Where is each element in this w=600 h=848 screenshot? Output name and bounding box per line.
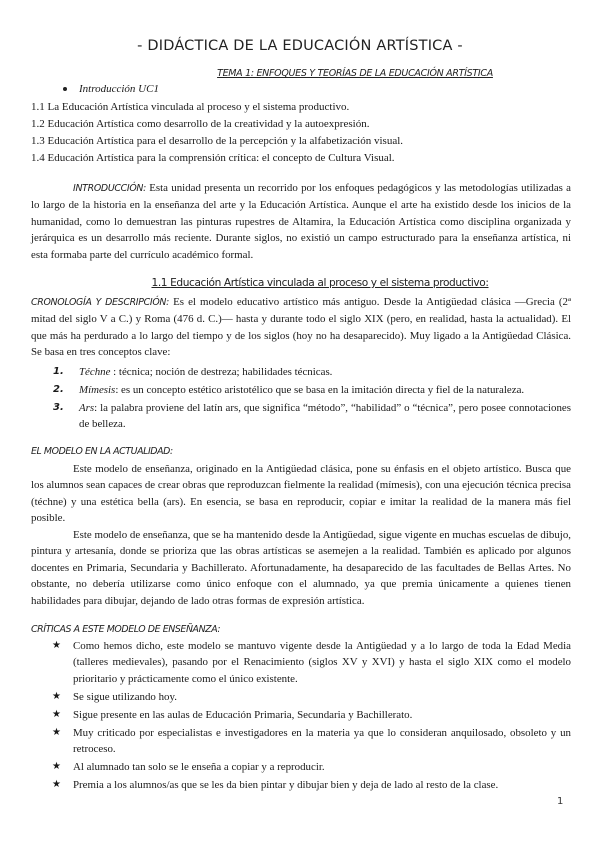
star-bullet-icon: ★	[52, 690, 61, 702]
actualidad-paragraph-1: Este modelo de enseñanza, originado en la Antigüedad clásica, pone su énfasis en el objeto artístico. Busca que los alumnos sean capaces de crear obras que reproduzcan fielmente la realidad (mímesis), con una ejecución técnica precisa (téchne) y una estética bella (ars). En esencia, se basa en reproducir, copiar e imitar la realidad de la manera más fiel posible.	[31, 463, 571, 525]
concepto-item	[31, 400, 571, 433]
star-bullet-icon: ★	[52, 778, 61, 790]
toc-item: 1.1 La Educación Artística vinculada al proceso y el sistema productivo.	[31, 101, 350, 113]
star-bullet-icon: ★	[52, 640, 61, 651]
cronologia-paragraph	[31, 294, 571, 361]
critica-text: Como hemos dicho, este modelo se mantuvo vigente desde la Antigüedad y a lo largo de toda la Edad Media (talleres medievales), pasando por el Renacimiento (siglos XV y XVI) y hasta el siglo XIX como el modelo prioritario y prácticamente como el único existente.	[73, 640, 571, 685]
actualidad-heading: EL MODELO EN LA ACTUALIDAD:	[31, 446, 173, 457]
concepto-item	[31, 382, 571, 398]
actualidad-paragraph-2: Este modelo de enseñanza, que se ha mantenido desde la Antigüedad, sigue vigente en muchas escuelas de dibujo, pintura y artesanía, donde se prioriza que las obras artísticas se asemejen a la realidad. También es aplicado por algunos docentes en Primaria, Secundaria y Bachillerato. Afortunadamente, ha desaparecido de las facultades de Bellas Artes. No obstante, no debería utilizarse como único enfoque con el alumnado, ya que premia únicamente a quienes tienen habilidades para dibujar, dejando de lado otras formas de expresión artística.	[31, 529, 571, 607]
critica-text: Premia a los alumnos/as que se les da bien pintar y dibujar bien y deja de lado al resto de la clase.	[73, 778, 499, 791]
cronologia-text: Es el modelo educativo artístico más antiguo. Desde la Antigüedad clásica —Grecia (2ª mitad del siglo V a C.) y Roma (476 d. C.)— hasta y durante todo el siglo XIX (pero, en realidad, hasta la actualidad). El que más ha perdurado a lo largo del tiempo y de los siglos (hoy no ha desaparecido). Muy ligado a la Antigüedad Clásica. Se basa en tres conceptos clave:	[31, 296, 571, 359]
toc-item: 1.3 Educación Artística para el desarrollo de la percepción y la alfabetización visual.	[31, 135, 404, 147]
concepto-number: 1.	[53, 366, 64, 377]
intro-bullet-label: Introducción UC1	[79, 83, 159, 95]
critica-text: Al alumnado tan solo se le enseña a copiar y a reproducir.	[73, 760, 325, 773]
critica-item	[31, 777, 571, 793]
critica-item	[31, 638, 571, 687]
star-bullet-icon: ★	[52, 708, 61, 720]
concepto-term: Téchne	[79, 366, 111, 378]
bullet-dot-icon	[63, 87, 67, 91]
critica-item	[31, 759, 571, 775]
toc-item: 1.2 Educación Artística como desarrollo de la creatividad y la autoexpresión.	[31, 118, 370, 130]
concepto-term: Mímesis	[79, 383, 116, 396]
concepto-text: : técnica; noción de destreza; habilidades técnicas.	[110, 366, 333, 378]
toc-item: 1.4 Educación Artística para la comprensión crítica: el concepto de Cultura Visual.	[31, 152, 395, 164]
concepto-item	[31, 364, 571, 380]
conceptos-list	[31, 364, 571, 434]
introduccion-text: Esta unidad presenta un recorrido por los enfoques pedagógicos y las metodologías utilizadas a lo largo de la historia en la enseñanza del arte y la Educación Artística. Aunque el arte ha existido desde los inicios de la humanidad, como lo demuestran las pinturas rupestres de Altamira, la Educación Artística como disciplina organizada y jerárquica es un desarrollo más reciente. Durante siglos, no existió un campo estructurado para la enseñanza artística, ni esta formaba parte del currículo académico formal.	[31, 182, 571, 261]
star-bullet-icon: ★	[52, 760, 61, 772]
concepto-number: 2.	[53, 383, 64, 395]
critica-item	[31, 707, 571, 723]
star-bullet-icon: ★	[52, 726, 61, 738]
concepto-text: : la palabra proviene del latín ars, que significa “método”, “habilidad” o “técnica”, pero posee connotaciones de belleza.	[79, 401, 571, 431]
concepto-text: : es un concepto estético aristotélico que se basa en la imitación directa y fiel de la naturaleza.	[115, 383, 525, 396]
section-1-1-title: 1.1 Educación Artística vinculada al proceso y el sistema productivo:	[151, 277, 489, 289]
criticas-heading: CRÍTICAS A ESTE MODELO DE ENSEÑANZA:	[31, 624, 221, 635]
critica-text: Sigue presente en las aulas de Educación Primaria, Secundaria y Bachillerato.	[73, 708, 413, 721]
critica-text: Se sigue utilizando hoy.	[73, 690, 177, 703]
critica-text: Muy criticado por especialistas e investigadores en la materia ya que lo consideran anquilosado, obsoleto y un retroceso.	[73, 726, 571, 755]
introduccion-label: INTRODUCCIÓN:	[73, 183, 146, 194]
document-title: - DIDÁCTICA DE LA EDUCACIÓN ARTÍSTICA -	[137, 38, 463, 54]
cronologia-label: CRONOLOGÍA Y DESCRIPCIÓN:	[31, 297, 169, 308]
critica-item	[31, 689, 571, 705]
concepto-number: 3.	[53, 401, 64, 413]
critica-item	[31, 725, 571, 758]
concepto-term: Ars	[79, 401, 95, 414]
tema-title: TEMA 1: ENFOQUES Y TEORÍAS DE LA EDUCACIÓN ARTÍSTICA	[217, 68, 493, 79]
criticas-list	[31, 638, 571, 795]
intro-bullet-item	[63, 83, 159, 95]
introduccion-paragraph	[31, 180, 571, 263]
table-of-contents	[31, 99, 571, 167]
page-number: 1	[557, 796, 564, 807]
